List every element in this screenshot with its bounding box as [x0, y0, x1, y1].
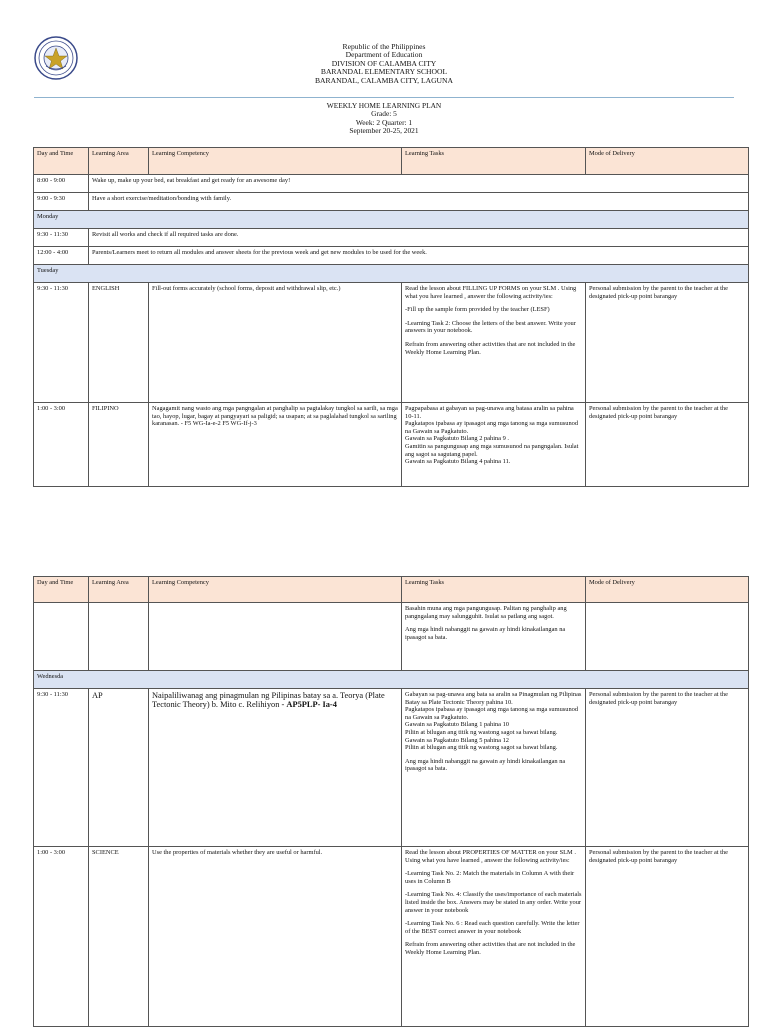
- col-header-tasks: Learning Tasks: [402, 148, 586, 175]
- row-tasks: [402, 403, 586, 487]
- plan-dates: September 20-25, 2021: [349, 126, 419, 136]
- row-delivery: Personal submission by the parent to the teacher at the designated pick-up point barangay: [586, 847, 749, 1027]
- table-row-continuation: [34, 603, 749, 671]
- plan-grade: Grade: 5: [371, 109, 397, 119]
- task-text: -Fill up the sample form provided by the teacher (LESF): [405, 306, 550, 314]
- task-text: -Learning Task No. 6 : Read each question carefully. Write the letter of the BEST correct answer in your notebook: [405, 920, 580, 935]
- header-line: BARANDAL ELEMENTARY SCHOOL: [320, 67, 448, 77]
- row-competency: Use the properties of materials whether they are useful or harmful.: [149, 847, 402, 1027]
- school-header: [0, 43, 768, 85]
- col-header-day-time: Day and Time: [34, 148, 89, 175]
- task-text: Refrain from answering other activities that are not included in the Weekly Home Learning Plan.: [405, 941, 576, 956]
- task-text: -Learning Task No. 4: Classify the uses/importance of each materials listed inside the box. Answers may be stated in any order. Write your answer in your notebook: [405, 891, 582, 914]
- header-divider: [34, 97, 734, 98]
- col-header-competency: Learning Competency: [149, 577, 402, 603]
- table-row-ap: [34, 689, 749, 847]
- day-label: Wednesda: [34, 671, 749, 689]
- plan-title-block: [0, 102, 768, 136]
- competency-text: Naipaliliwanag ang pinagmulan ng Pilipinas batay sa a. Teorya (Plate Tectonic Theory) b. Mito c. Relihiyon -: [152, 691, 385, 710]
- header-line: Republic of the Philippines: [342, 42, 426, 51]
- task-text: Gawain sa Pagkatuto Bilang 2 pahina 9 .: [405, 435, 510, 443]
- task-text: Refrain from answering other activities that are not included in the Weekly Home Learning Plan.: [405, 340, 576, 356]
- row-tasks: [402, 283, 586, 403]
- row-time: 1:00 - 3:00: [34, 403, 89, 487]
- row-activity: Parents/Learners meet to return all modules and answer sheets for the previous week and get new modules to be used for the week.: [89, 247, 749, 265]
- plan-week: Week: 2 Quarter: 1: [355, 117, 413, 127]
- row-time: 9:30 - 11:30: [34, 689, 89, 847]
- row-area: AP: [89, 689, 149, 847]
- row-time: 1:00 - 3:00: [34, 847, 89, 1027]
- row-area: ENGLISH: [89, 283, 149, 403]
- task-text: Gawain sa Pagkatuto Bilang 5 pahina 12: [405, 736, 510, 744]
- row-tasks: [402, 847, 586, 1027]
- task-text: Read the lesson about PROPERTIES OF MATTER on your SLM . Using what you have learned , answer the following activity/ies:: [405, 849, 576, 864]
- col-header-delivery: Mode of Delivery: [586, 577, 749, 603]
- col-header-learning-area: Learning Area: [89, 148, 149, 175]
- day-row-wednesday: [34, 671, 749, 689]
- row-time: 9:00 - 9:30: [34, 193, 89, 211]
- plan-title: WEEKLY HOME LEARNING PLAN: [326, 101, 442, 110]
- task-text: Gawain sa Pagkatuto Bilang 4 pahina 11.: [405, 458, 511, 466]
- task-text: Piliin at bilugan ang titik ng wastong sagot sa bawat bilang.: [405, 728, 558, 736]
- day-label: Tuesday: [34, 265, 749, 283]
- task-text: Ang mga hindi nabanggit na gawain ay hindi kinakailangan na ipasagot sa bata.: [405, 626, 566, 641]
- row-tasks: [402, 603, 586, 671]
- table-row: [34, 175, 749, 193]
- row-time: 9:30 - 11:30: [34, 283, 89, 403]
- col-header-competency: Learning Competency: [149, 148, 402, 175]
- col-header-day-time: Day and Time: [34, 577, 89, 603]
- row-delivery: Personal submission by the parent to the teacher at the designated pick-up point barangay: [586, 689, 749, 847]
- row-activity: Wake up, make up your bed, eat breakfast and get ready for an awesome day!: [89, 175, 749, 193]
- task-text: Read the lesson about FILLING UP FORMS on your SLM . Using what you have learned , answer the following activity/ies:: [405, 285, 577, 300]
- row-delivery: Personal submission by the parent to the teacher at the designated pick-up point barangay: [586, 403, 749, 487]
- col-header-delivery: Mode of Delivery: [586, 148, 749, 175]
- table-row-filipino: [34, 403, 749, 487]
- header-line: Department of Education: [345, 50, 423, 60]
- row-time: 12:00 - 4:00: [34, 247, 89, 265]
- row-time: 9:30 - 11:30: [34, 229, 89, 247]
- col-header-tasks: Learning Tasks: [402, 577, 586, 603]
- task-text: Pagkatapos ipabasa ay ipasagot ang mga tanong sa mga sumusunod na Gawain sa Pagkatuto.: [405, 706, 579, 721]
- table-row-science: [34, 847, 749, 1027]
- task-text: Ang mga hindi nabanggit na gawain ay hindi kinakailangan na ipasagot sa bata.: [405, 757, 566, 773]
- row-activity: Revisit all works and check if all required tasks are done.: [89, 229, 749, 247]
- row-tasks: [402, 689, 586, 847]
- row-competency: Fill-out forms accurately (school forms, deposit and withdrawal slip, etc.): [149, 283, 402, 403]
- row-area: SCIENCE: [89, 847, 149, 1027]
- row-time: 8:00 - 9:00: [34, 175, 89, 193]
- task-text: Basahin muna ang mga pangungusap. Palitan ng panghalip ang pangngalang may salungguhit. Isulat sa patlang ang sagot.: [405, 605, 567, 620]
- table-row: [34, 229, 749, 247]
- day-row-tuesday: [34, 265, 749, 283]
- task-text: Piliin at bilugan ang titik ng wastong sagot sa bawat bilang.: [405, 744, 558, 752]
- header-line: DIVISION OF CALAMBA CITY: [331, 58, 437, 68]
- task-text: Gawain sa Pagkatuto Bilang 1 pahina 10: [405, 721, 510, 729]
- task-text: -Learning Task No. 2: Match the materials in Column A with their uses in Column B: [405, 870, 575, 885]
- row-competency: Nagagamit nang wasto ang mga pangngalan at panghalip sa pagtalakay tungkol sa sarili, sa mga tao, hayop, lugar, bagay at pangyayari sa paligid; sa usapan; at sa paglalahad tungkol sa sariling karanasan. - F5 WG-Ia-e-2 F5 WG-If-j-3: [149, 403, 402, 487]
- row-activity: Have a short exercise/meditation/bonding with family.: [89, 193, 749, 211]
- day-row-monday: [34, 211, 749, 229]
- col-header-learning-area: Learning Area: [89, 577, 149, 603]
- learning-plan-table-page-2: [33, 576, 749, 1027]
- row-delivery: Personal submission by the parent to the teacher at the designated pick-up point barangay: [586, 283, 749, 403]
- table-row: [34, 193, 749, 211]
- task-text: Pagpapabasa at gabayan sa pag-unawa ang batasa aralin sa pahina 10-11.: [405, 405, 574, 420]
- header-line: BARANDAL, CALAMBA CITY, LAGUNA: [314, 75, 454, 85]
- table-row: [34, 247, 749, 265]
- competency-code: AP5PLP- Ia-4: [286, 700, 337, 710]
- task-text: Gamitin sa pangungusap ang mga sumusunod na pangngalan. Isulat ang sagot sa sagutang papel.: [405, 442, 579, 458]
- task-text: Pagkatapos ipabasa ay ipasagot ang mga tanong sa mga sumusunod na Gawain sa Pagkatuto.: [405, 420, 579, 435]
- table-row-english: [34, 283, 749, 403]
- row-area: FILIPINO: [89, 403, 149, 487]
- task-text: -Learning Task 2: Choose the letters of the best answer. Write your answers in your notebook.: [405, 319, 576, 335]
- day-label: Monday: [34, 211, 749, 229]
- learning-plan-table-page-1: [33, 147, 749, 487]
- row-competency: [149, 689, 402, 847]
- task-text: Gabayan sa pag-unawa ang bata sa aralin sa Pinagmulan ng Pilipinas Batay sa Plate Tectonic Theory pahina 10.: [405, 691, 582, 706]
